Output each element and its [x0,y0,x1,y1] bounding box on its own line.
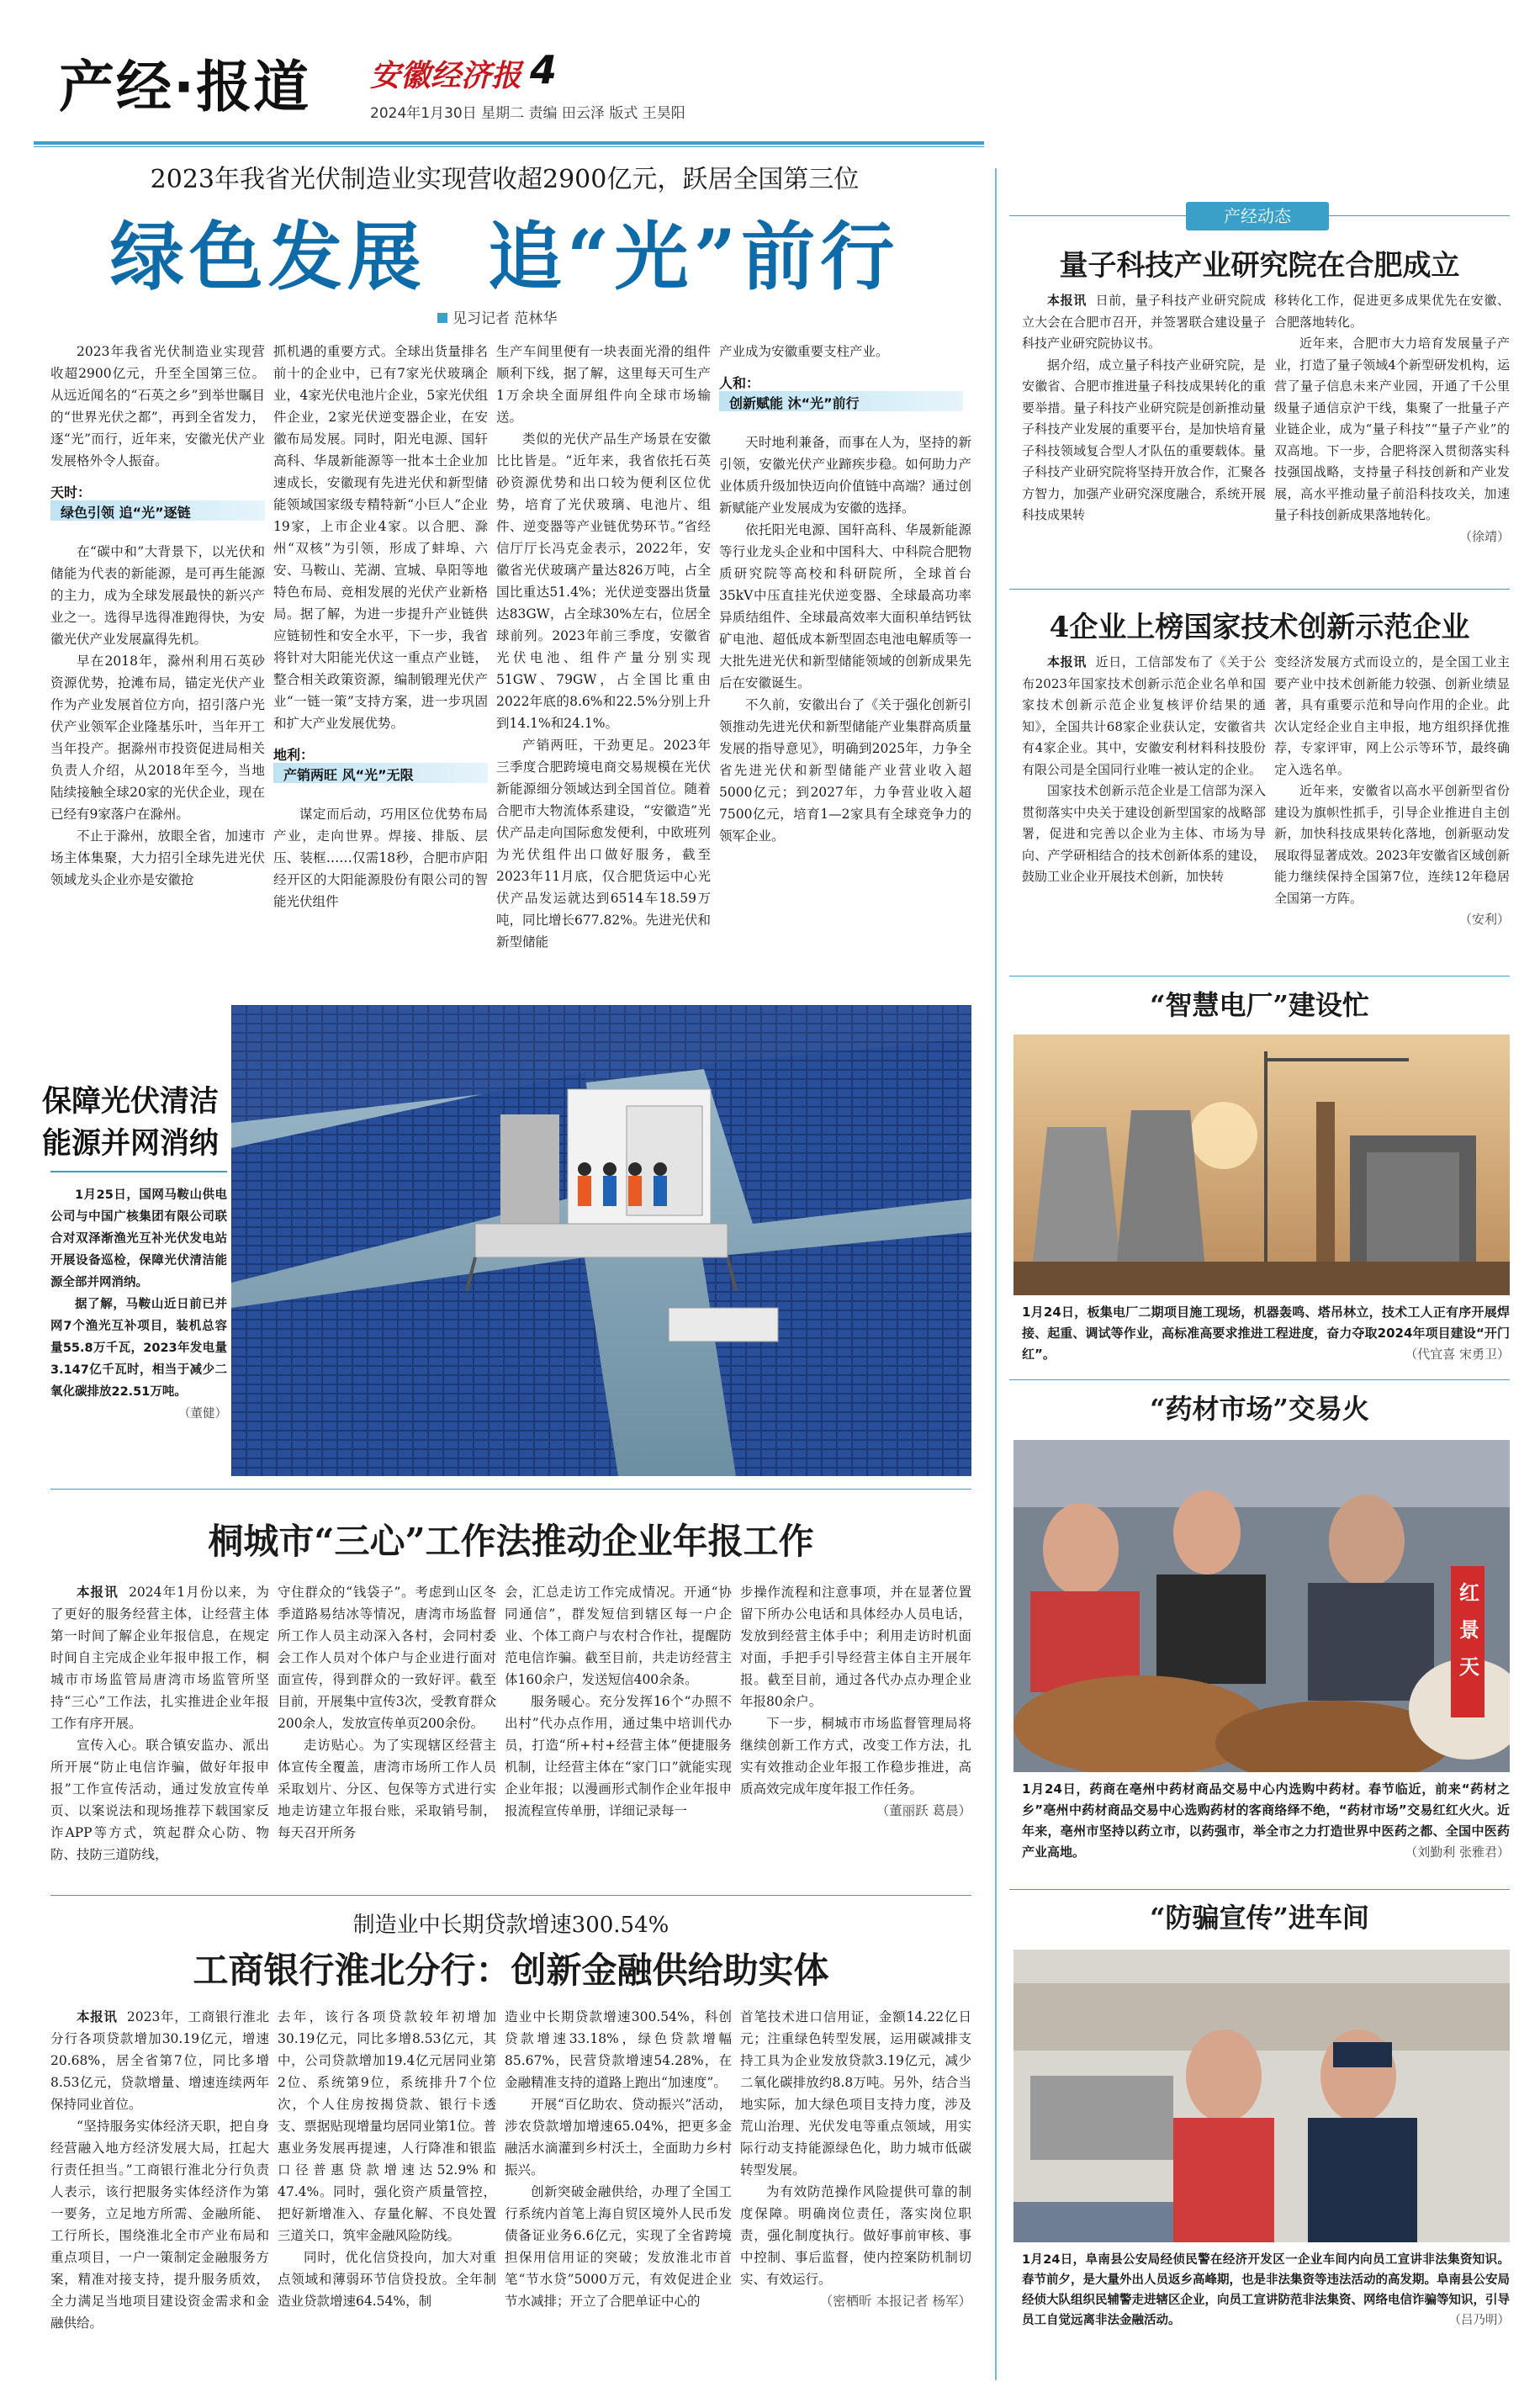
paragraph: 步操作流程和注意事项，并在显著位置留下所办公电话和具体经办人员电话，发放到经营主体手中；利用走访时机面对面，手把手引导经营主体自主开展年报。截至目前，通过各代办点办理企业年报80余户。 [740,1585,971,1709]
photo1-title: 保障光伏清洁能源并网消纳 [42,1084,220,1161]
paragraph [50,1581,269,1734]
paragraph-text: 近日，工信部发布了《关于公布2023年国家技术创新示范企业名单和国家技术创新示范企业复核评价结果的通知》，全国共计68家企业获认定，安徽省共有4家企业。其中，安徽安利材料科技股份有限公司是全国同行业唯一被认定的企业。 [1022,654,1266,777]
masthead-rule-thin [34,146,984,147]
lead-column-3 [496,341,711,953]
news2-column-3 [505,1581,732,1822]
paragraph: 宣传入心。联合镇安监办、派出所开展“防止电信诈骗，做好年报申报”工作宣传活动，通过发放宣传单页、以案说法和现场推荐下载国家反诈APP等方式，筑起群众心防、物防、技防三道防线， [50,1738,269,1862]
paragraph: 天时地利兼备，而事在人为，坚持的新引领，安徽光伏产业蹄疾步稳。如何助力产业体质升级加快迈向价值链中高端？通过创新赋能产业发展成为安徽的选择。 [719,435,971,516]
lead-intro: 2023年我省光伏制造业实现营收超2900亿元，升至全国第三位。从远近闻名的“石英之乡”到举世瞩目的“世界光伏之都”，再到全省发力，逐“光”而行，近年来，安徽光伏产业发展格外令人振奋。 [50,344,265,468]
paragraph: “坚持服务实体经济天职，把自身经营融入地方经济发展大局，扛起大行责任担当。”工商银行淮北分行负责人表示，该行把服务实体经济作为第一要务，立足地方所需、金融所能、工行所长，围绕淮北全市产业布局和重点项目，一户一策制定金融服务方案，精准对接支持，提升服务质效，全力满足当地项目建设资金需求和金融供给。 [50,2119,269,2331]
photo1-caption-p1: 1月25日，国网马鞍山供电公司与中国广核集团有限公司联合对双泽渐渔光互补光伏发电站开展设备巡检，保障光伏清洁能源全部并网消纳。 [50,1188,227,1289]
banner-char: 天 [1459,1654,1479,1679]
r1-column-2 [1274,290,1510,548]
power-plant-illustration [1013,1035,1510,1295]
news3-credit: （密栖昕 本报记者 杨军） [819,2294,971,2309]
section-title: 产经·报道 [59,55,311,119]
photo1-caption-p2: 据了解，马鞍山近日前已并网7个渔光互补项目，装机总容量55.8万千瓦，2023年发电量3.147亿千瓦时，相当于减少二氧化碳排放22.51万吨。 [50,1298,227,1399]
paragraph [1022,652,1266,781]
paragraph: 近年来，安徽省以高水平创新型省份建设为旗帜性抓手，引导企业推进自主创新，加快科技成果转化落地，创新驱动发展取得显著成效。2023年安徽省区域创新能力继续保持全国第7位，连续12年稳居全国第一方阵。 [1274,783,1510,906]
r2-column-1 [1022,652,1266,888]
paper-name: 安徽经济报 [370,58,522,93]
subhead-2 [273,744,488,796]
lead-column-2 [273,341,488,913]
byline-text: 见习记者 范林华 [452,310,558,327]
paragraph: 为有效防范操作风险提供可靠的制度保障。明确岗位责任，落实岗位职责，强化制度执行。做好事前审核、事中控制、事后监督，使内控案防机制切实、有效运行。 [740,2184,971,2287]
paragraph: 去年，该行各项贷款较年初增加30.19亿元，同比多增8.53亿元，其中，公司贷款增加19.4亿元居同业第2位、系统第9位，系统排升7个位次，个人住房按揭贷款、银行卡透支、票据贴现增量均居同业第1位。普惠业务发展再提速，人行降准和银监口径普惠贷款增速达52.9%和47.4%。同时，强化资产质量管控，把好新增准入、存量化解、不良处置三道关口，筑牢金融风险防线。 [278,2009,496,2243]
paragraph-text: 日前，量子科技产业研究院成立大会在合肥市召开，并签署联合建设量子科技产业研究院协议书。 [1022,293,1266,351]
paragraph: 生产车间里便有一块表面光滑的组件顺利下线，据了解，这里每天可生产1万余块全面屏组件向全球市场输送。 [496,344,711,425]
lead-headline: 绿色发展 追“光”前行 [109,213,900,300]
paragraph: 产销两旺，干劲更足。2023年三季度合肥跨境电商交易规模在光伏新能源细分领域达到全国首位。随着合肥市大物流体系建设，“安徽造”光伏产品走向国际愈发便利，中欧班列为光伏组件出口做好服务，截至2023年11月底，仅合肥货运中心光伏产品发运就达到6514车18.59万吨，同比增长677.82%。先进光伏和新型储能 [496,738,711,950]
news3-column-1 [50,2006,269,2334]
p3-caption [1022,2250,1510,2331]
p1-credit: （代宜喜 宋勇卫） [1405,1347,1510,1362]
subhead-3-title: 创新赋能 沐“光”前行 [729,395,860,411]
paragraph: 造业中长期贷款增速300.54%，科创贷款增速33.18%，绿色贷款增幅85.67%，民营贷款增速54.28%，在金融精准支持的道路上跑出“加速度”。 [505,2009,732,2090]
news3-headline: 工商银行淮北分行：创新金融供给助实体 [193,1950,829,1991]
paragraph: 据介绍，成立量子科技产业研究院，是安徽省、合肥市推进量子科技成果转化的重要举措。量子科技产业研究院是创新推动量子科技产业发展的重要平台，是加快培育量子科技领域复合型人才队伍的重要载体。量子科技产业研究院将坚持开放合作，汇聚各方智力，加强产业研究深度融合，系统开展科技成果转 [1022,357,1266,522]
r1-headline: 量子科技产业研究院在合肥成立 [1059,249,1460,283]
paragraph: 谋定而后动，巧用区位优势布局产业，走向世界。焊接、排版、层压、装框……仅需18秒，合肥市庐阳经开区的大阳能源股份有限公司的智能光伏组件 [273,807,488,909]
paragraph [50,2006,269,2115]
r2-headline: 4企业上榜国家技术创新示范企业 [1049,611,1470,644]
subhead-3 [719,373,971,425]
p1-caption-text: 1月24日，板集电厂二期项目施工现场，机器轰鸣、塔吊林立，技术工人正有序开展焊接、起重、调试等作业，高标准高要求推进工程进度，奋力夺取2024年项目建设“开门红”。 [1022,1305,1510,1362]
masthead-rule [34,141,984,145]
section-rule [1009,1889,1510,1890]
lead-tag: 本报讯 [77,2008,118,2024]
photo-power-plant [1013,1035,1510,1295]
right-section-tag: 产经动态 [1186,202,1329,230]
paragraph: 不止于滁州，放眼全省，加速市场主体集聚，大力招引全球先进光伏领域龙头企业亦是安徽抢 [50,828,265,887]
news2-column-1 [50,1581,269,1866]
photo1-credit: （董健） [178,1407,227,1421]
herb-market-illustration [1013,1440,1510,1772]
photo1-solar-station [231,1005,971,1476]
r2-column-2 [1274,652,1510,931]
news3-kicker: 制造业中长期贷款增速300.54% [352,1913,669,1938]
paragraph: 国家技术创新示范企业是工信部为深入贯彻落实中央关于建设创新型国家的战略部署，促进和完善以企业为主体、市场为导向、产学研相结合的技术创新体系的建设，鼓励工业企业开展技术创新，加快转 [1022,783,1266,884]
lead-kicker: 2023年我省光伏制造业实现营收超2900亿元，跃居全国第三位 [150,165,860,194]
news3-column-2 [278,2006,496,2312]
section-rule [50,1489,971,1490]
paragraph: 服务暖心。充分发挥16个“办照不出村”代办点作用，通过集中培训代办员，打造“所+村+经营主体”便捷服务机制，让经营主体在“家门口”就能实现企业年报；以漫画形式制作企业年报申报流程宣传单册，详细记录每一 [505,1694,732,1818]
paragraph-text: 2024年1月份以来，为了更好的服务经营主体，让经营主体第一时间了解企业年报信息，在规定时间自主完成企业年报申报工作，桐城市市场监管局唐湾市场监管所坚持“三心”工作法，扎实推进企业年报工作有序开展。 [50,1585,269,1731]
news2-credit: （董丽跃 葛晨） [876,1803,971,1818]
p2-caption [1022,1779,1510,1863]
subhead-3-key: 人和： [719,375,760,391]
p2-title: “药材市场”交易火 [1150,1393,1369,1425]
news3-column-4 [740,2006,971,2312]
r1-credit: （徐靖） [1458,528,1510,544]
news3-column-3 [505,2006,732,2312]
lead-tag: 本报讯 [77,1584,119,1600]
news2-column-2 [278,1581,496,1844]
paragraph: 不久前，安徽出台了《关于强化创新引领推动先进光伏和新型储能产业集群高质量发展的指导意见》，明确到2025年，力争全省先进光伏和新型储能产业营业收入超5000亿元；到2027年，力争营业收入超7500亿元，培育1—2家具有全球竞争力的领军企业。 [719,697,971,844]
photo1-caption [50,1184,227,1425]
paragraph: 依托阳光电源、国轩高科、华晟新能源等行业龙头企业和中国科大、中科院合肥物质研究院等高校和科研院所，全球首台35kV中压直挂光伏逆变器、全球最高功率异质结组件、全球最高效率大面积单结钙钛矿电池、超低成本新型固态电池电解质等一大批先进光伏和新型储能领域的创新成果先后在安徽诞生。 [719,522,971,691]
banner-text [1457,1574,1482,1686]
p1-caption [1022,1302,1510,1365]
subhead-1 [50,482,265,534]
subhead-1-title: 绿色引领 追“光”逐链 [61,505,191,521]
p3-title: “防骗宣传”进车间 [1150,1902,1369,1934]
byline-marker-icon [437,313,447,323]
news2-column-4 [740,1581,971,1822]
photo-herb-market [1013,1440,1510,1772]
paragraph: 创新突破金融供给，办理了全国工行系统内首笔上海自贸区境外人民币发债备证业务6.6亿元，实现了全省跨境担保用信用证的突破；发放淮北市首笔“节水贷”5000万元，有效促进企业节水减排；开立了合肥单证中心的 [505,2184,732,2309]
p1-title: “智慧电厂”建设忙 [1150,989,1369,1021]
paragraph: 抓机遇的重要方式。全球出货量排名前十的企业中，已有7家光伏玻璃企业，4家光伏电池片企业，5家光伏组件企业，2家光伏逆变器企业，在安徽布局发展。同时，阳光电源、国轩高科、华晟新能源等一批本土企业加速成长，安徽现有先进光伏和新型储能领域国家级专精特新“小巨人”企业19家，上市企业4家。以合肥、滁州“双核”为引领，形成了蚌埠、六安、马鞍山、芜湖、宣城、阜阳等地特色布局、竞相发展的光伏产业新格局。据了解，为进一步提升产业链供应链韧性和安全水平，下一步，我省将针对大阳能光伏这一重点产业链，整合相关政策资源，编制锻理光伏产业“一链一策”支持方案，进一步巩固和扩大产业发展优势。 [273,344,488,731]
paragraph: 开展“百亿助农、贷动振兴”活动，涉农贷款增加增速65.04%，把更多金融活水滴灌到乡村沃土，全面助力乡村振兴。 [505,2097,732,2178]
p2-caption-text: 1月24日，药商在亳州中药材商品交易中心内选购中药材。春节临近，前来“药材之乡”亳州中药材商品交易中心选购药材的客商络绎不绝，“药材市场”交易红红火火。近年来，亳州市坚持以药立市，以药强市，举全市之力打造世界中医药之都、全国中医药产业高地。 [1022,1781,1510,1860]
paragraph: 守住群众的“钱袋子”。考虑到山区冬季道路易结冰等情况，唐湾市场监督所工作人员主动深入各村，会同村委会工作人员对个体户与企业进行面对面宣传，得到群众的一致好评。截至目前，开展集中宣传3次，受教育群众200余人，发放宣传单页200余份。 [278,1585,496,1731]
p3-credit: （吕乃明） [1448,2314,1510,2327]
paragraph: 类似的光伏产品生产场景在安徽比比皆是。“近年来，我省依托石英砂资源优势和出口较为便利区位优势，培育了光伏玻璃、电池片、组件、逆变器等产业链优势环节。”省经信厅厅长冯克金表示，2022年，安徽省光伏玻璃产量达826万吨，占全国比重达51.4%；光伏逆变器出货量达83GW，占全球30%左右，位居全球前列。2023年前三季度，安徽省光伏电池、组件产量分别实现51GW、79GW，占全国比重由2022年底的8.6%和22.5%分别上升到14.1%和24.1%。 [496,431,711,731]
paragraph: 变经济发展方式而设立的，是全国工业主要产业中技术创新能力较强、创新业绩显著，具有重要示范和导向作用的企业。此次认定经企业自主申报，地方组织择优推荐，专家评审，网上公示等环节，最终确定入选名单。 [1274,654,1510,777]
photo-factory-workshop [1013,1950,1510,2242]
paragraph: 同时，优化信贷投向，加大对重点领域和薄弱环节信贷投放。全年制造业贷款增速64.54%，制 [278,2250,496,2309]
p3-caption-text: 1月24日，阜南县公安局经侦民警在经济开发区一企业车间内向员工宣讲非法集资知识。春节前夕，是大量外出人员返乡高峰期，也是非法集资等违法活动的高发期。阜南县公安局经侦大队组织民辅警走进辖区企业，向员工宣讲防范非法集资、网络电信诈骗等知识，引导员工自觉远离非法金融活动。 [1022,2253,1510,2327]
paragraph: 会，汇总走访工作完成情况。开通“协同通信”，群发短信到辖区每一户企业、个体工商户与农村合作社，提醒防范电信诈骗。截至目前，共走访经营主体160余户，发送短信400余条。 [505,1585,732,1687]
section-rule [1009,1379,1510,1380]
issue-meta: 2024年1月30日 星期二 责编 田云泽 版式 王昊阳 [370,105,685,122]
paragraph [1022,290,1266,355]
subhead-1-key: 天时： [50,484,92,500]
paragraph: 在“碳中和”大背景下，以光伏和储能为代表的新能源，是可再生能源的主力，成为全球发展最快的新兴产业之一。选得早选得准跑得快，为安徽光伏产业发展赢得先机。 [50,544,265,647]
lead-column-1 [50,341,265,891]
r2-credit: （安利） [1458,912,1510,927]
paragraph: 首笔技术进口信用证，金额14.22亿日元；注重绿色转型发展，运用碳减排支持工具为企业发放贷款3.19亿元，减少二氧化碳排放约8.8万吨。另外，结合当地实际，加大绿色项目支持力度，涉及荒山治理、光伏发电等重点领域，用实际行动支持能源绿色化，助力城市低碳转型发展。 [740,2009,971,2178]
lead-tag: 本报讯 [1047,654,1087,669]
section-rule [50,1895,971,1896]
photo1-title-rule [50,1171,227,1172]
paragraph: 早在2018年，滁州利用石英砂资源优势，抢滩布局，锚定光伏产业作为产业发展首位方向，招引落户光伏产业领军企业隆基乐叶，当年开工当年投产。据滁州市投资促进局相关负责人介绍，从2018年至今，当地陆续接触全球20家的光伏企业，现在已经有9家落户在滁州。 [50,654,265,822]
lead-column-4 [719,341,971,847]
paragraph-text: 2023年，工商银行淮北分行各项贷款增加30.19亿元，增速20.68%，居全省第7位，同比多增8.53亿元，贷款增量、增速连续两年保持同业首位。 [50,2009,269,2112]
banner-char: 红 [1459,1580,1479,1605]
lead-tag: 本报讯 [1047,293,1087,308]
paragraph: 产业成为安徽重要支柱产业。 [719,344,889,359]
solar-panels-illustration [231,1005,971,1476]
banner-char: 景 [1459,1617,1479,1642]
paragraph: 移转化工作，促进更多成果优先在安徽、合肥落地转化。 [1274,293,1510,330]
masthead [34,34,774,135]
section-rule [1009,589,1510,590]
subhead-2-title: 产销两旺 风“光”无限 [283,767,414,783]
paragraph: 近年来，合肥市大力培育发展量子产业，打造了量子领域4个新型研发机构，运营了量子信息未来产业园，开通了千公里级量子通信京沪干线，集聚了一批量子产业链企业，成为“量子科技”“量子产业”的双高地。下一步，合肥将深入贯彻落实科技强国战略，支持量子科技创新和产业发展，高水平推动量子前沿科技攻关，加速量子科技创新成果落地转化。 [1274,336,1510,522]
lead-byline [437,306,557,327]
workshop-illustration [1013,1950,1510,2242]
paragraph: 走访贴心。为了实现辖区经营主体宣传全覆盖，唐湾市场所工作人员采取划片、分区、包保等方式进行实地走访建立年报台账，采取销号制，每天召开所务 [278,1738,496,1840]
subhead-2-key: 地利： [273,747,315,763]
page-number: 4 [530,47,558,93]
news2-headline: 桐城市“三心”工作法推动企业年报工作 [208,1521,814,1562]
paragraph: 下一步，桐城市市场监督管理局将继续创新工作方式，改变工作方法，扎实有效推动企业年报工作稳步推进，高质高效完成年度年报工作任务。 [740,1716,971,1797]
column-divider [995,168,997,2380]
r1-column-1 [1022,290,1266,527]
p2-credit: （刘勤利 张雅君） [1405,1844,1510,1860]
